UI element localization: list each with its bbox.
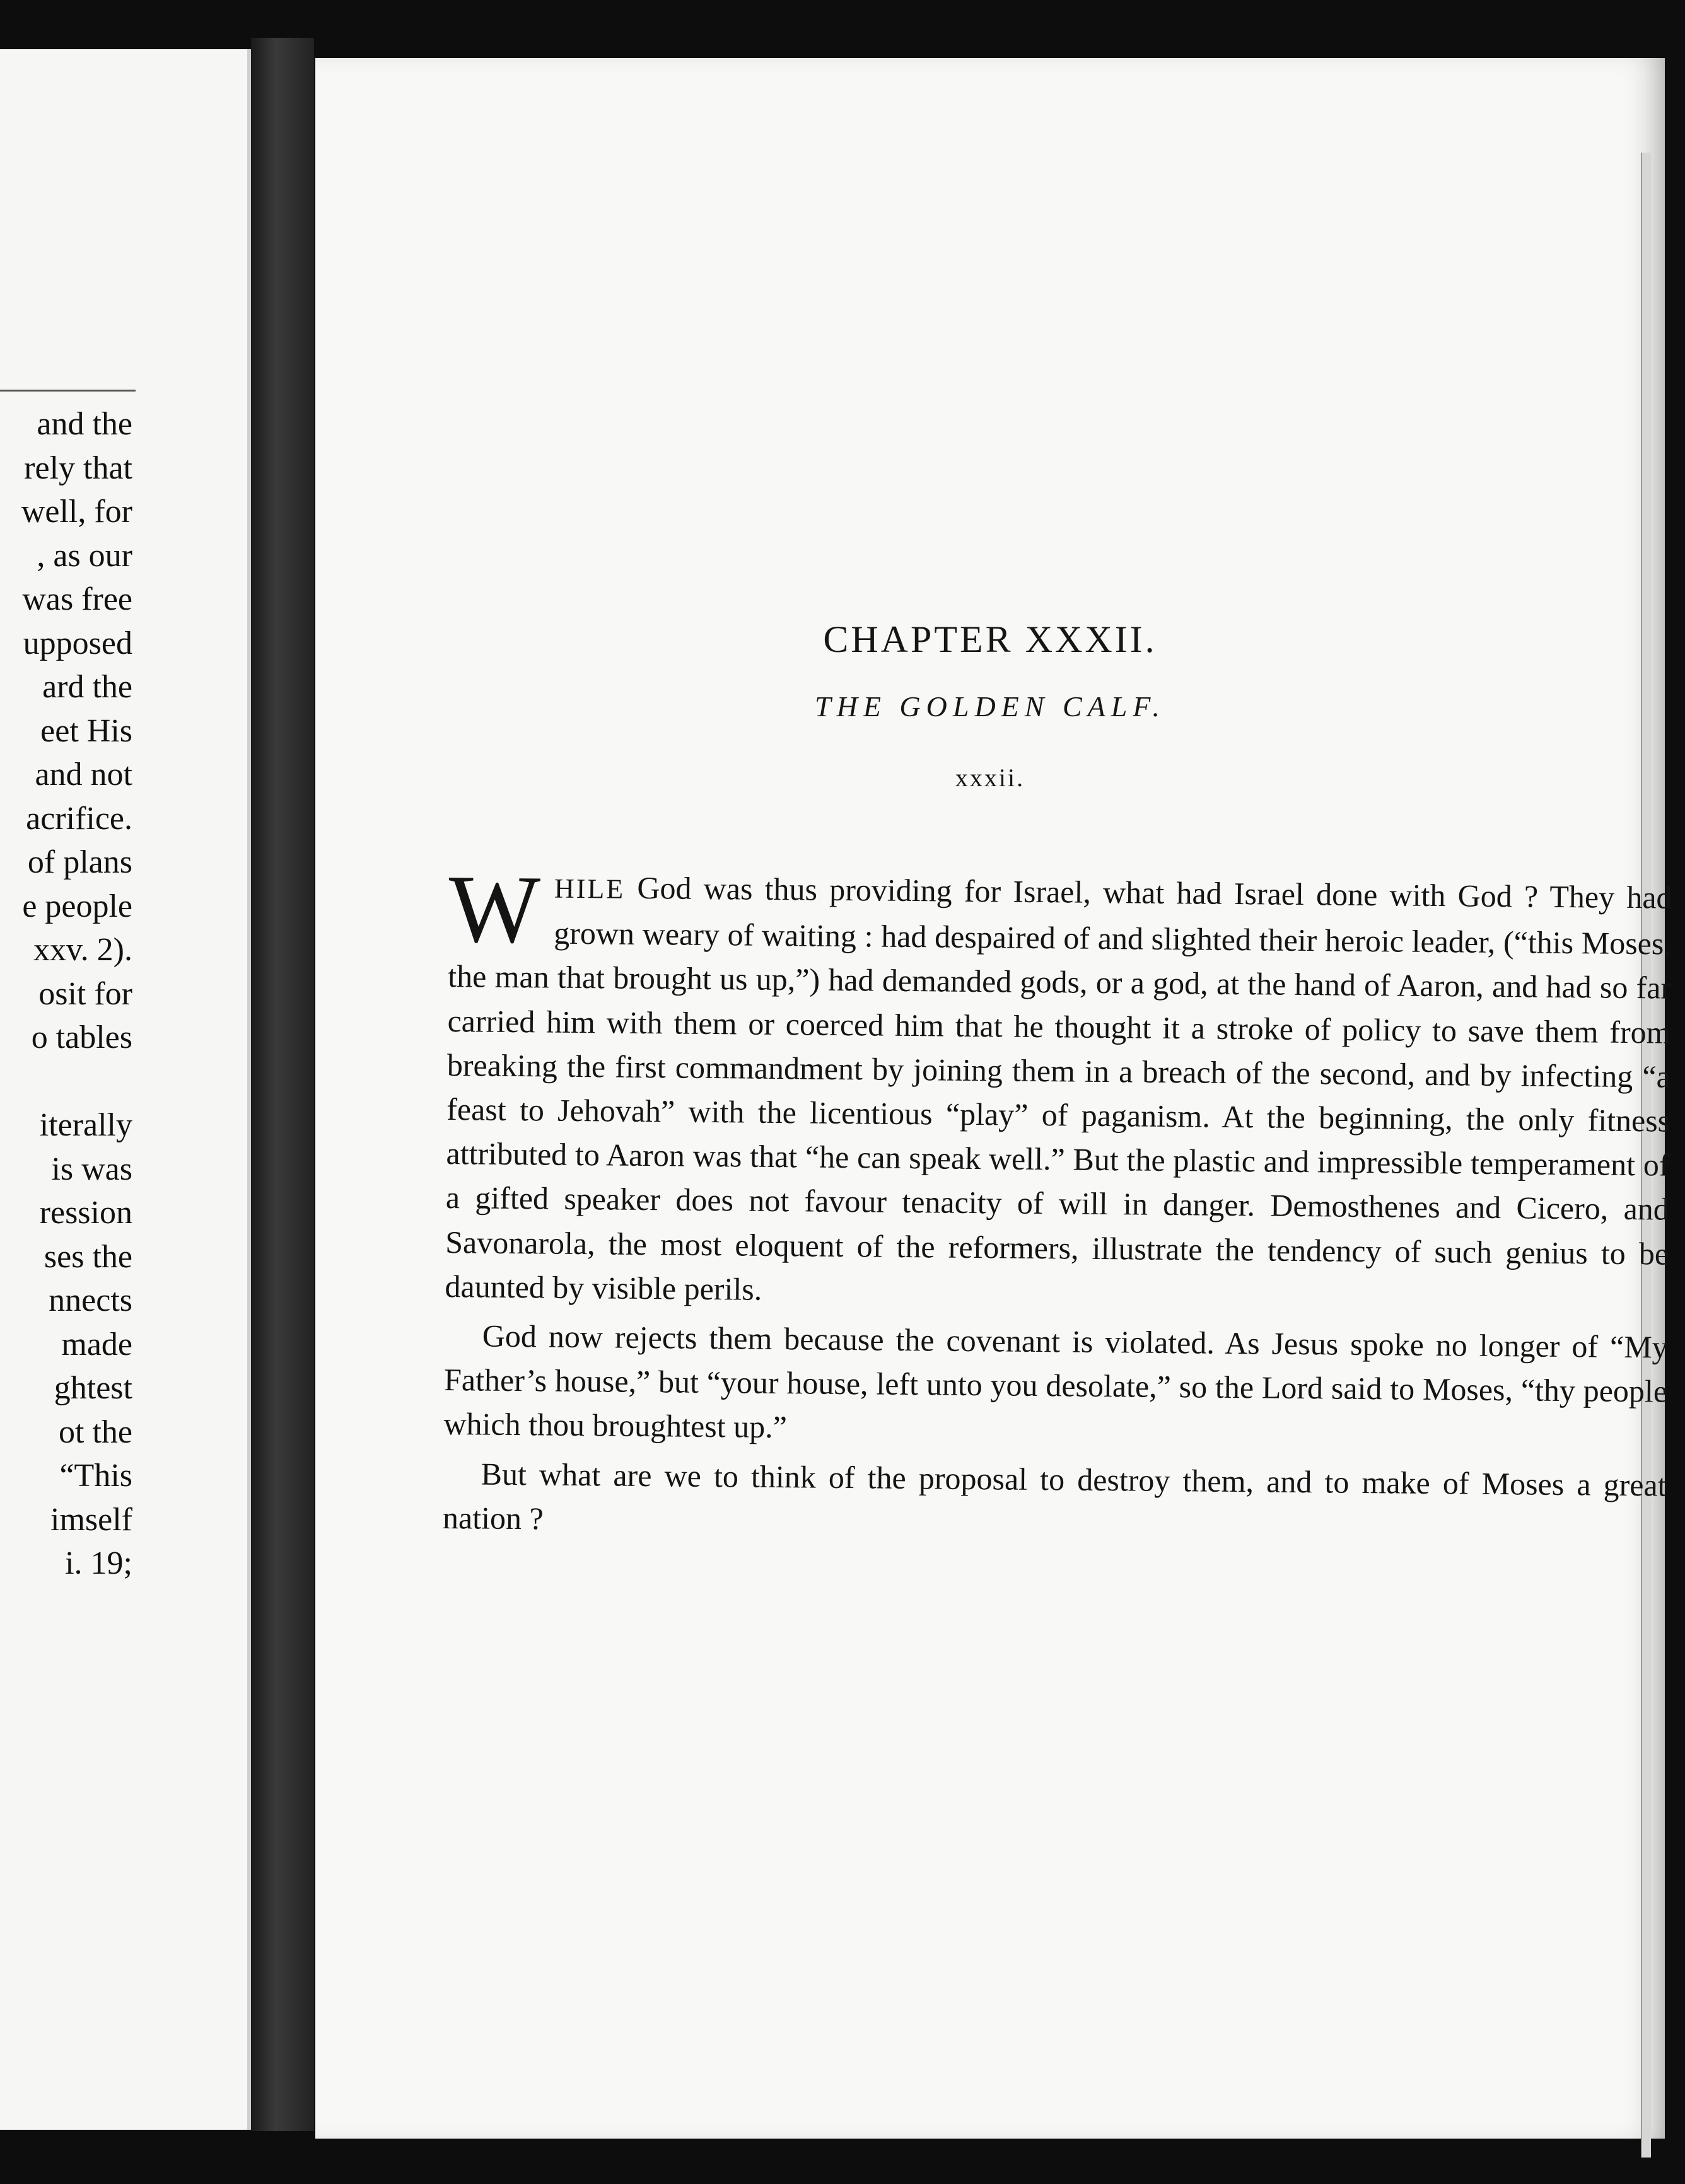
chapter-reference: xxxii. — [955, 764, 1025, 792]
left-page-text — [21, 402, 132, 1586]
left-page-line: xxv. 2). — [33, 932, 132, 968]
left-page-line: iterally — [39, 1107, 132, 1143]
left-page-line: upposed — [23, 625, 132, 661]
chapter-body — [442, 856, 1672, 1557]
left-page-line: ses the — [44, 1238, 132, 1275]
left-page-line: and the — [37, 406, 132, 442]
page-gutter — [251, 38, 314, 2131]
left-page-line: acrifice. — [26, 800, 132, 837]
drop-cap: W — [448, 856, 541, 964]
left-page-line: nnects — [49, 1282, 132, 1318]
left-page-line: ard the — [42, 669, 132, 705]
paragraph-1-lead: HILE — [554, 873, 626, 905]
left-page-line: is was — [51, 1151, 132, 1187]
left-page-line: e people — [22, 888, 132, 924]
left-page-line: made — [61, 1326, 132, 1362]
left-page-line: rely that — [24, 450, 132, 486]
left-page-line: o tables — [31, 1019, 132, 1055]
left-page-line — [21, 1060, 132, 1104]
left-page-line: ression — [39, 1195, 132, 1231]
left-page-line: eet His — [40, 712, 132, 749]
left-page-line: of plans — [27, 844, 132, 880]
paragraph-3: But what are we to think of the proposal to destroy them, and to make of Moses a great nation ? — [442, 1456, 1667, 1536]
left-page-line: ghtest — [54, 1370, 132, 1406]
chapter-title: CHAPTER XXXII. — [823, 619, 1157, 660]
right-page — [315, 58, 1672, 2139]
left-page-line: and not — [35, 757, 132, 793]
left-page-line: imself — [50, 1501, 132, 1538]
left-page — [0, 49, 251, 2130]
paragraph-2: God now rejects them because the covenant is violated. As Jesus spoke no longer of “My Father’s house,” but “your house, left unto you desolate,” so the Lord said to Moses, “thy people which thou broughtest up.” — [443, 1318, 1668, 1445]
left-page-line: well, for — [21, 494, 132, 530]
left-page-line: osit for — [38, 975, 132, 1012]
left-page-line: was free — [22, 581, 132, 617]
left-page-line: i. 19; — [65, 1545, 132, 1581]
chapter-subtitle: THE GOLDEN CALF. — [815, 690, 1165, 723]
paragraph-1 — [445, 856, 1672, 1320]
left-page-line: , as our — [37, 537, 132, 574]
left-page-line: ot the — [59, 1414, 132, 1450]
left-page-line: “This — [59, 1458, 132, 1494]
left-page-rule — [0, 390, 136, 392]
paragraph-1-text: God was thus providing for Israel, what had Israel done with God ? They had grown weary of waiting : had despaired of and slighted their heroic leader, (“this Moses, the man that brought us up,”) had demanded gods, or a god, at the hand of Aaron, and had so far carried him with them or coerced him that he thought it a stroke of policy to save them from breaking the first commandment by joining them in a breach of the second, and by infecting “a feast to Jehovah” with the licentious “play” of paganism. At the beginning, the only fitness attributed to Aaron was that “he can speak well.” But the plastic and impressible temperament of a gifted speaker does not favour tenacity of will in danger. Demosthenes and Cicero, and Savonarola, the most eloquent of the reformers, illustrate the tendency of such genius to be daunted by visible perils. — [445, 869, 1672, 1307]
